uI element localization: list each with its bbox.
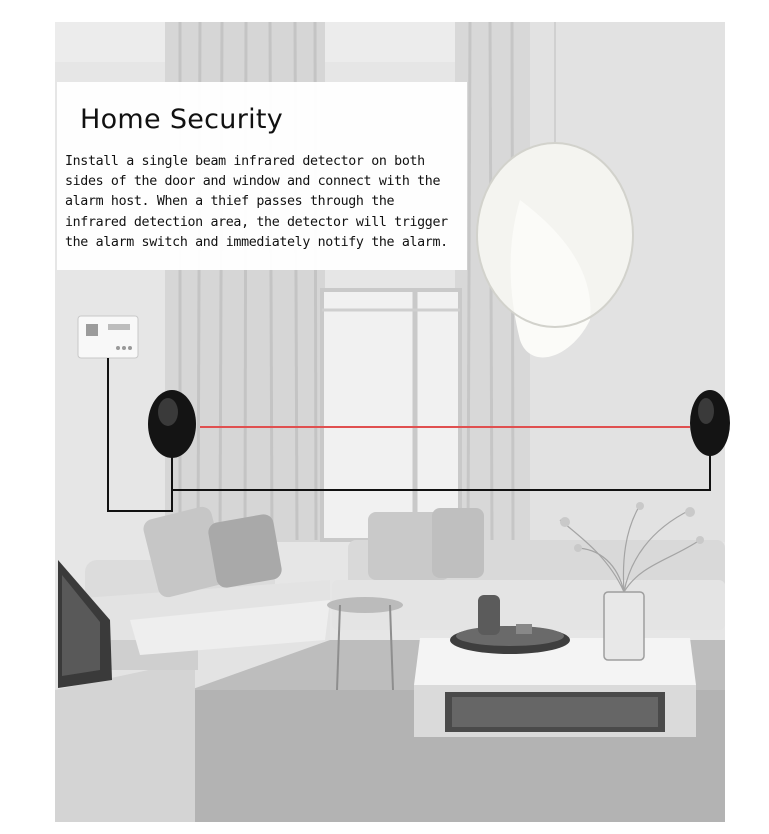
page-title: Home Security bbox=[80, 104, 284, 135]
window bbox=[322, 290, 460, 540]
info-caption-box bbox=[57, 82, 467, 270]
description-text: Install a single beam infrared detector on both sides of the door and window and connect with the alarm host. When a thief passes through the infrared detection area, the detector will trigger the alarm switch and immediately notify the alarm. bbox=[65, 154, 448, 250]
infrared-detector-left bbox=[148, 390, 196, 458]
alarm-host-panel bbox=[78, 316, 138, 358]
infrared-detector-right bbox=[690, 390, 730, 456]
